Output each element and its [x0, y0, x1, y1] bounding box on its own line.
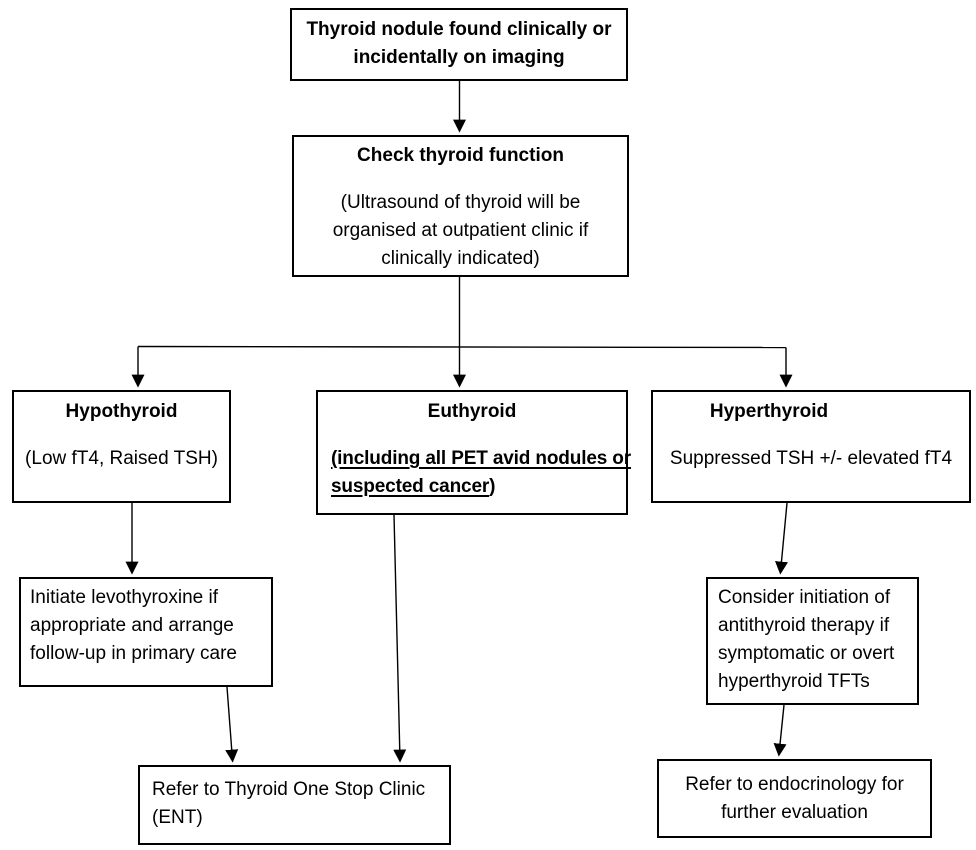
closing-paren: )	[489, 476, 496, 497]
node-euthyroid	[316, 390, 631, 515]
arrow-levothyroxine-to-onestop	[227, 687, 233, 760]
node-thyroid-nodule-found	[290, 8, 628, 81]
arrow-antithyroid-to-endocrinology	[779, 705, 784, 754]
node-body: (Low fT4, Raised TSH)	[25, 448, 218, 469]
arrow-euthyroid-to-onestop	[394, 515, 400, 760]
node-body: Consider initiation of antithyroid therapy if symptomatic or overt hyperthyroid TFTs	[718, 587, 895, 692]
node-thyroid-one-stop-clinic	[138, 765, 451, 845]
arrow-hyperthyroid-to-antithyroid	[781, 503, 788, 572]
node-title: Hypothyroid	[65, 401, 178, 422]
node-hypothyroid	[12, 390, 231, 503]
node-title: Check thyroid function	[357, 145, 564, 166]
node-body: Refer to Thyroid One Stop Clinic (ENT)	[152, 779, 426, 828]
node-initiate-levothyroxine	[19, 577, 273, 687]
node-body: Initiate levothyroxine if appropriate and arrange follow-up in primary care	[30, 587, 237, 664]
node-title: Euthyroid	[427, 401, 517, 422]
node-text: Thyroid nodule found clinically or incidentally on imaging	[306, 19, 612, 68]
node-refer-endocrinology	[657, 759, 932, 838]
node-check-thyroid-function	[292, 135, 629, 277]
node-title: Hyperthyroid	[709, 401, 829, 422]
node-hyperthyroid	[651, 390, 971, 503]
node-body: Suppressed TSH +/- elevated fT4	[669, 448, 953, 469]
node-body	[331, 445, 631, 501]
node-body: (Ultrasound of thyroid will be organised at outpatient clinic if clinically indicated)	[332, 192, 589, 269]
underlined-text-line2: suspected cancer	[331, 476, 490, 497]
underlined-text-line1: (including all PET avid nodules or	[331, 448, 631, 469]
connector-branch-bar	[138, 347, 786, 348]
node-consider-antithyroid-therapy	[706, 577, 919, 705]
node-body: Refer to endocrinology for further evaluation	[685, 774, 904, 823]
